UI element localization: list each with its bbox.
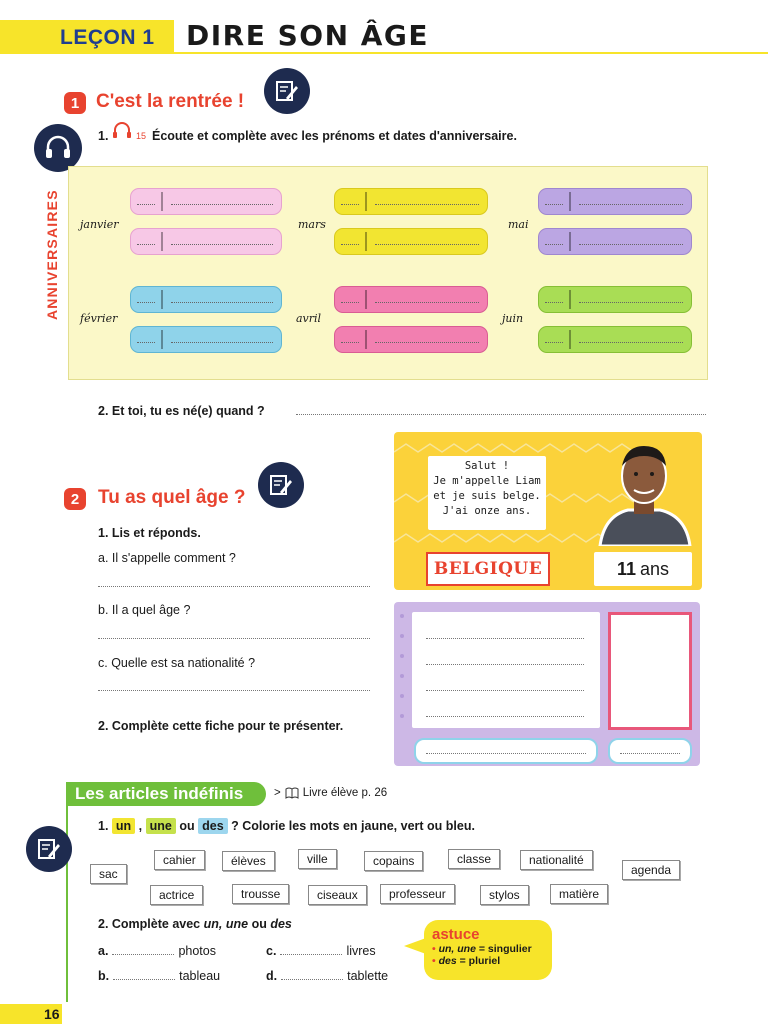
name-date-field[interactable] — [130, 326, 282, 353]
page-number: 16 — [0, 1004, 62, 1024]
word-card[interactable]: nationalité — [520, 850, 593, 870]
month-label: février — [80, 312, 118, 325]
month-label: avril — [296, 312, 322, 325]
item-word: photos — [178, 944, 216, 958]
tip-def: = singulier — [478, 943, 532, 955]
item-word: tableau — [179, 969, 221, 983]
book-icon — [285, 787, 299, 799]
section-number: 1 — [64, 92, 86, 114]
name-date-field[interactable] — [334, 326, 488, 353]
book-reference-text: Livre élève p. 26 — [302, 787, 388, 799]
tip-box — [424, 920, 552, 980]
tip-line: • des = pluriel — [432, 955, 501, 967]
age-number: 11 — [616, 558, 636, 579]
title-underline — [174, 52, 768, 54]
pencil-notebook-icon — [26, 826, 72, 872]
tip-line: • un, une = singulier — [432, 943, 532, 955]
fill-item — [266, 944, 376, 958]
form-field[interactable] — [608, 738, 692, 764]
instruction-articles: des — [270, 917, 292, 931]
section-title: C'est la rentrée ! — [96, 91, 245, 112]
fill-item — [266, 969, 388, 983]
word-card[interactable]: stylos — [480, 885, 529, 905]
form-field[interactable] — [414, 738, 598, 764]
lesson-label: LEÇON 1 — [60, 26, 155, 49]
form-line[interactable] — [426, 664, 584, 665]
form-lines-area — [412, 612, 600, 728]
age-badge — [594, 552, 692, 586]
instruction-articles: un, une — [203, 917, 249, 931]
item-letter: c. — [266, 944, 277, 958]
word-card[interactable]: ville — [298, 849, 337, 869]
name-date-field[interactable] — [130, 286, 282, 313]
blank[interactable] — [280, 954, 342, 955]
month-label: janvier — [80, 218, 119, 231]
photo-frame[interactable] — [608, 612, 692, 730]
form-line[interactable] — [426, 690, 584, 691]
exercise-instruction: 1. Lis et réponds. — [98, 526, 201, 540]
tip-def: = pluriel — [459, 955, 501, 967]
tip-title: astuce — [432, 926, 480, 943]
answer-line[interactable] — [98, 690, 370, 691]
track-number: 15 — [136, 131, 147, 141]
name-date-field[interactable] — [334, 228, 488, 255]
form-line[interactable] — [426, 716, 584, 717]
speech-line: Salut ! — [464, 460, 510, 472]
exercise-instruction: 1. un , une ou des ? Colorie les mots en jaune, vert ou bleu. — [98, 819, 475, 833]
form-line[interactable] — [426, 638, 584, 639]
item-letter: d. — [266, 969, 278, 983]
word-card[interactable]: matière — [550, 884, 608, 904]
arrow-icon: > — [274, 787, 281, 799]
exercise-instruction: 2. Complète cette fiche pour te présenter. — [98, 719, 344, 733]
answer-line[interactable] — [98, 638, 370, 639]
item-letter: a. — [98, 944, 109, 958]
anniversaires-text: ANNIVERSAIRES — [44, 189, 60, 320]
audio-icon[interactable] — [112, 122, 136, 145]
word-card[interactable]: professeur — [380, 884, 455, 904]
tip-pointer — [404, 938, 426, 954]
item-word: livres — [346, 944, 376, 958]
instruction-text: ou — [251, 917, 267, 931]
fill-item — [98, 944, 216, 958]
exercise-number: 1. — [98, 129, 109, 143]
blank[interactable] — [112, 954, 174, 955]
pencil-notebook-icon — [258, 462, 304, 508]
instruction-text: 2. Complète avec — [98, 917, 201, 931]
section-number: 2 — [64, 488, 86, 510]
page-title: DIRE SON ÂGE — [186, 19, 430, 52]
speech-line: Je m'appelle Liam — [433, 475, 541, 487]
age-unit: ans — [640, 558, 670, 579]
name-date-field[interactable] — [538, 188, 692, 215]
exercise-instruction — [98, 917, 292, 931]
answer-line[interactable] — [296, 414, 706, 415]
word-card[interactable]: classe — [448, 849, 500, 869]
word-card[interactable]: cahier — [154, 850, 205, 870]
article-une: une — [146, 818, 176, 834]
month-label: mai — [508, 218, 529, 231]
word-card[interactable]: agenda — [622, 860, 680, 880]
pencil-notebook-icon — [264, 68, 310, 114]
boy-photo — [592, 436, 696, 546]
article-des: des — [198, 818, 228, 834]
word-card[interactable]: trousse — [232, 884, 289, 904]
name-date-field[interactable] — [334, 188, 488, 215]
tip-term: un, une — [438, 943, 476, 955]
word-card[interactable]: actrice — [150, 885, 203, 905]
country-badge: BELGIQUE — [426, 552, 550, 586]
speech-line: J'ai onze ans. — [442, 505, 532, 517]
conjunction-ou: ou — [179, 819, 195, 833]
month-label: juin — [502, 312, 524, 325]
book-reference[interactable] — [274, 787, 387, 799]
month-label: mars — [298, 218, 326, 231]
section-title: Tu as quel âge ? — [98, 487, 246, 508]
question-a: a. Il s'appelle comment ? — [98, 551, 236, 565]
answer-line[interactable] — [98, 586, 370, 587]
instruction-text: ? Colorie les mots en jaune, vert ou bleu. — [231, 819, 475, 833]
headphones-icon[interactable] — [34, 124, 82, 172]
exercise-instruction: Écoute et complète avec les prénoms et dates d'anniversaire. — [152, 129, 517, 143]
item-letter: b. — [98, 969, 110, 983]
question-c: c. Quelle est sa nationalité ? — [98, 656, 256, 670]
name-date-field[interactable] — [130, 228, 282, 255]
item-word: tablette — [347, 969, 389, 983]
blank[interactable] — [113, 979, 175, 980]
speech-line: et je suis belge. — [433, 490, 541, 502]
name-date-field[interactable] — [538, 326, 692, 353]
anniversaires-label — [36, 172, 66, 322]
name-date-field[interactable] — [334, 286, 488, 313]
question-birthdate: 2. Et toi, tu es né(e) quand ? — [98, 404, 265, 418]
exercise-number: 1. — [98, 819, 109, 833]
word-card[interactable]: copains — [364, 851, 423, 871]
word-card[interactable]: sac — [90, 864, 127, 884]
question-b: b. Il a quel âge ? — [98, 603, 191, 617]
tip-term: des — [438, 955, 457, 967]
name-date-field[interactable] — [130, 188, 282, 215]
word-card[interactable]: élèves — [222, 851, 275, 871]
fill-item — [98, 969, 220, 983]
grammar-banner: Les articles indéfinis — [66, 782, 266, 806]
article-un: un — [112, 818, 135, 834]
word-card[interactable]: ciseaux — [308, 885, 367, 905]
blank[interactable] — [281, 979, 343, 980]
name-date-field[interactable] — [538, 228, 692, 255]
speech-bubble — [428, 456, 546, 530]
name-date-field[interactable] — [538, 286, 692, 313]
